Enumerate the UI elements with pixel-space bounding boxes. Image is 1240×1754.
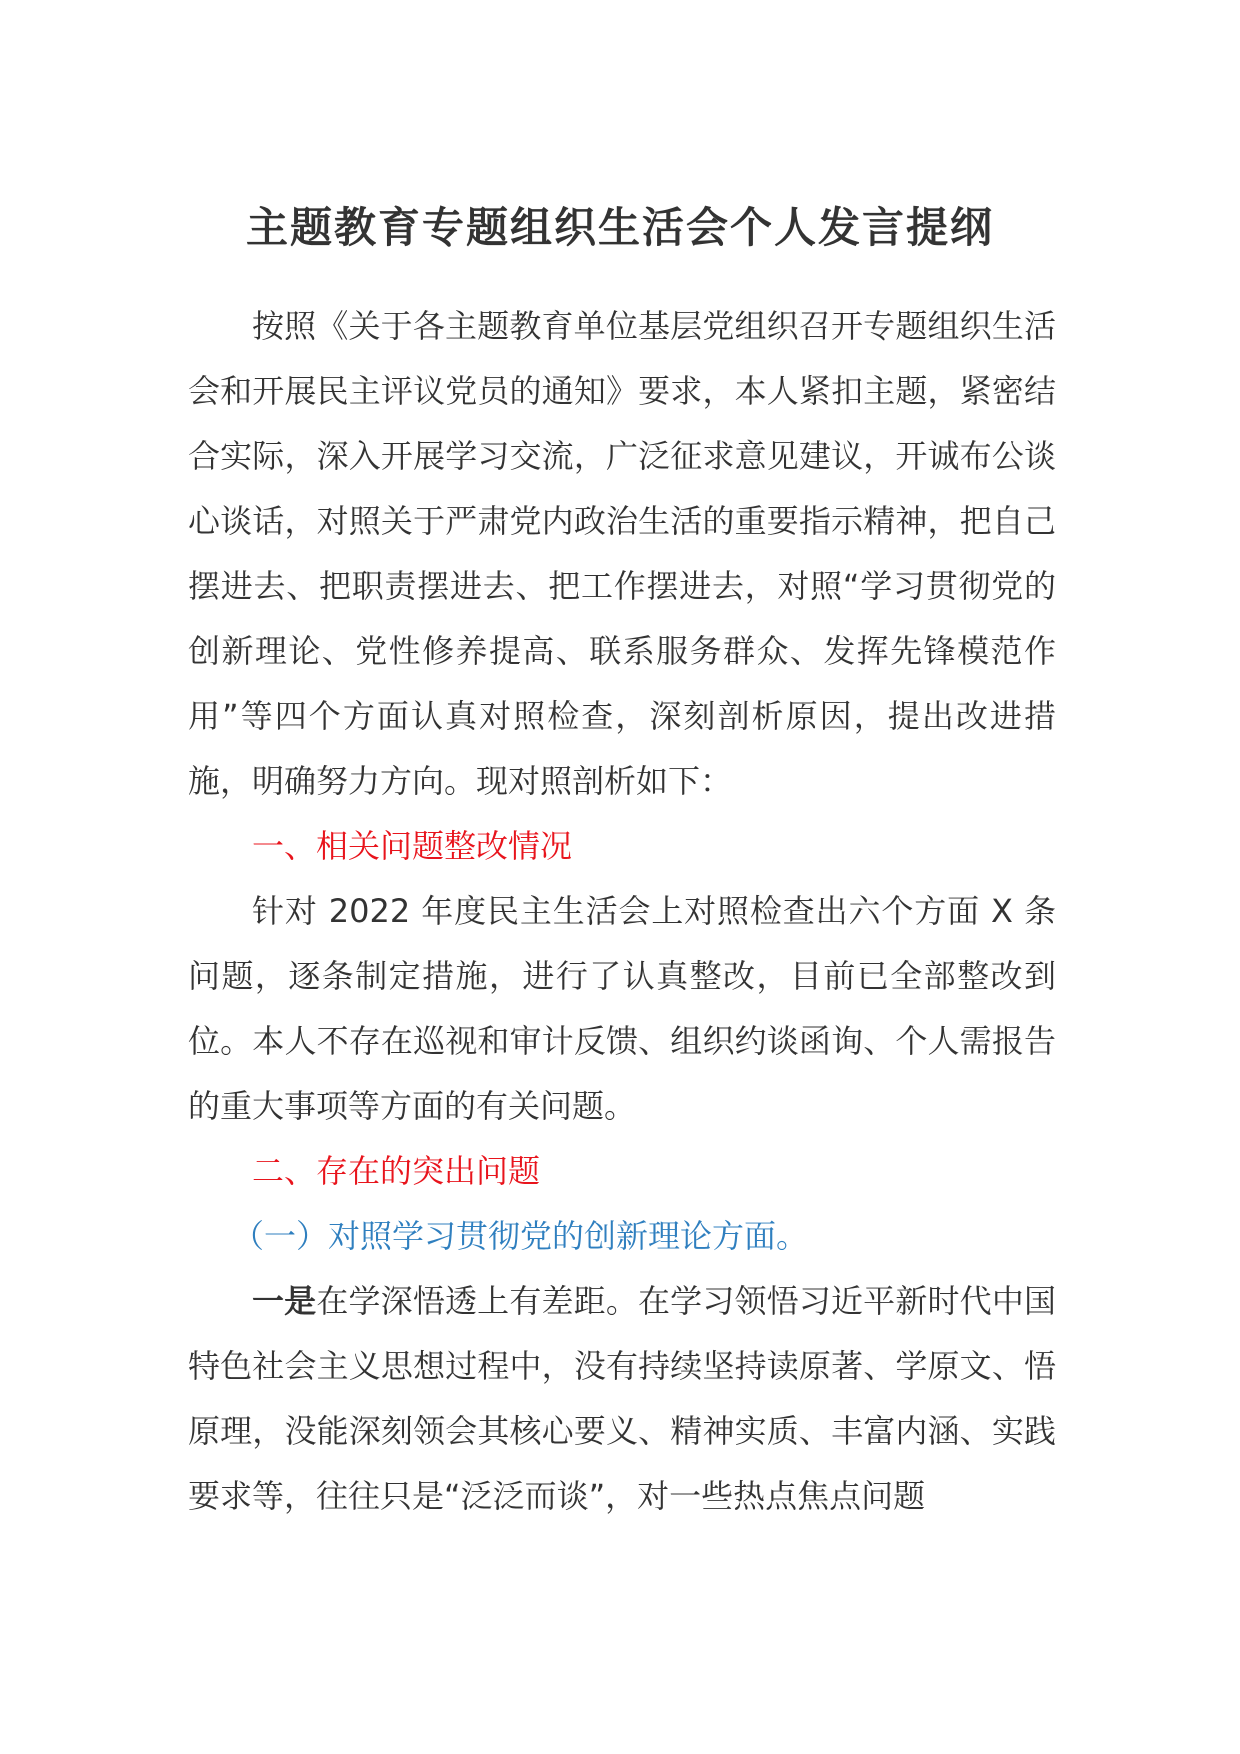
section1-paragraph: 针对 2022 年度民主生活会上对照检查出六个方面 X 条问题，逐条制定措施，进行了认真整改，目前已全部整改到位。本人不存在巡视和审计反馈、组织约谈函询、个人需报告的重大事项等方面的有关问题。: [188, 892, 1056, 1125]
intro-paragraph: 按照《关于各主题教育单位基层党组织召开专题组织生活会和开展民主评议党员的通知》要求，本人紧扣主题，紧密结合实际，深入开展学习交流，广泛征求意见建议，开诚布公谈心谈话，对照关于严肃党内政治生活的重要指示精神，把自己摆进去、把职责摆进去、把工作摆进去，对照“学习贯彻党的创新理论、党性修养提高、联系服务群众、发挥先锋模范作用”等四个方面认真对照检查，深刻剖析原因，提出改进措施，明确努力方向。现对照剖析如下：: [188, 307, 1056, 800]
section1-heading: 一、相关问题整改情况: [252, 827, 573, 865]
document-body: [188, 294, 1056, 1529]
point1-label: 一是: [252, 1282, 317, 1320]
section2-subheading: （一）对照学习贯彻党的创新理论方面。: [232, 1217, 809, 1255]
section2-point1: [188, 1269, 1056, 1529]
section2-heading: 二、存在的突出问题: [252, 1152, 541, 1190]
point1-text: 在学深悟透上有差距。在学习领悟习近平新时代中国特色社会主义思想过程中，没有持续坚持读原著、学原文、悟原理，没能深刻领会其核心要义、精神实质、丰富内涵、实践要求等，往往只是“泛泛而谈”，对一些热点焦点问题: [188, 1282, 1056, 1515]
document-title: 主题教育专题组织生活会个人发言提纲: [245, 203, 994, 252]
